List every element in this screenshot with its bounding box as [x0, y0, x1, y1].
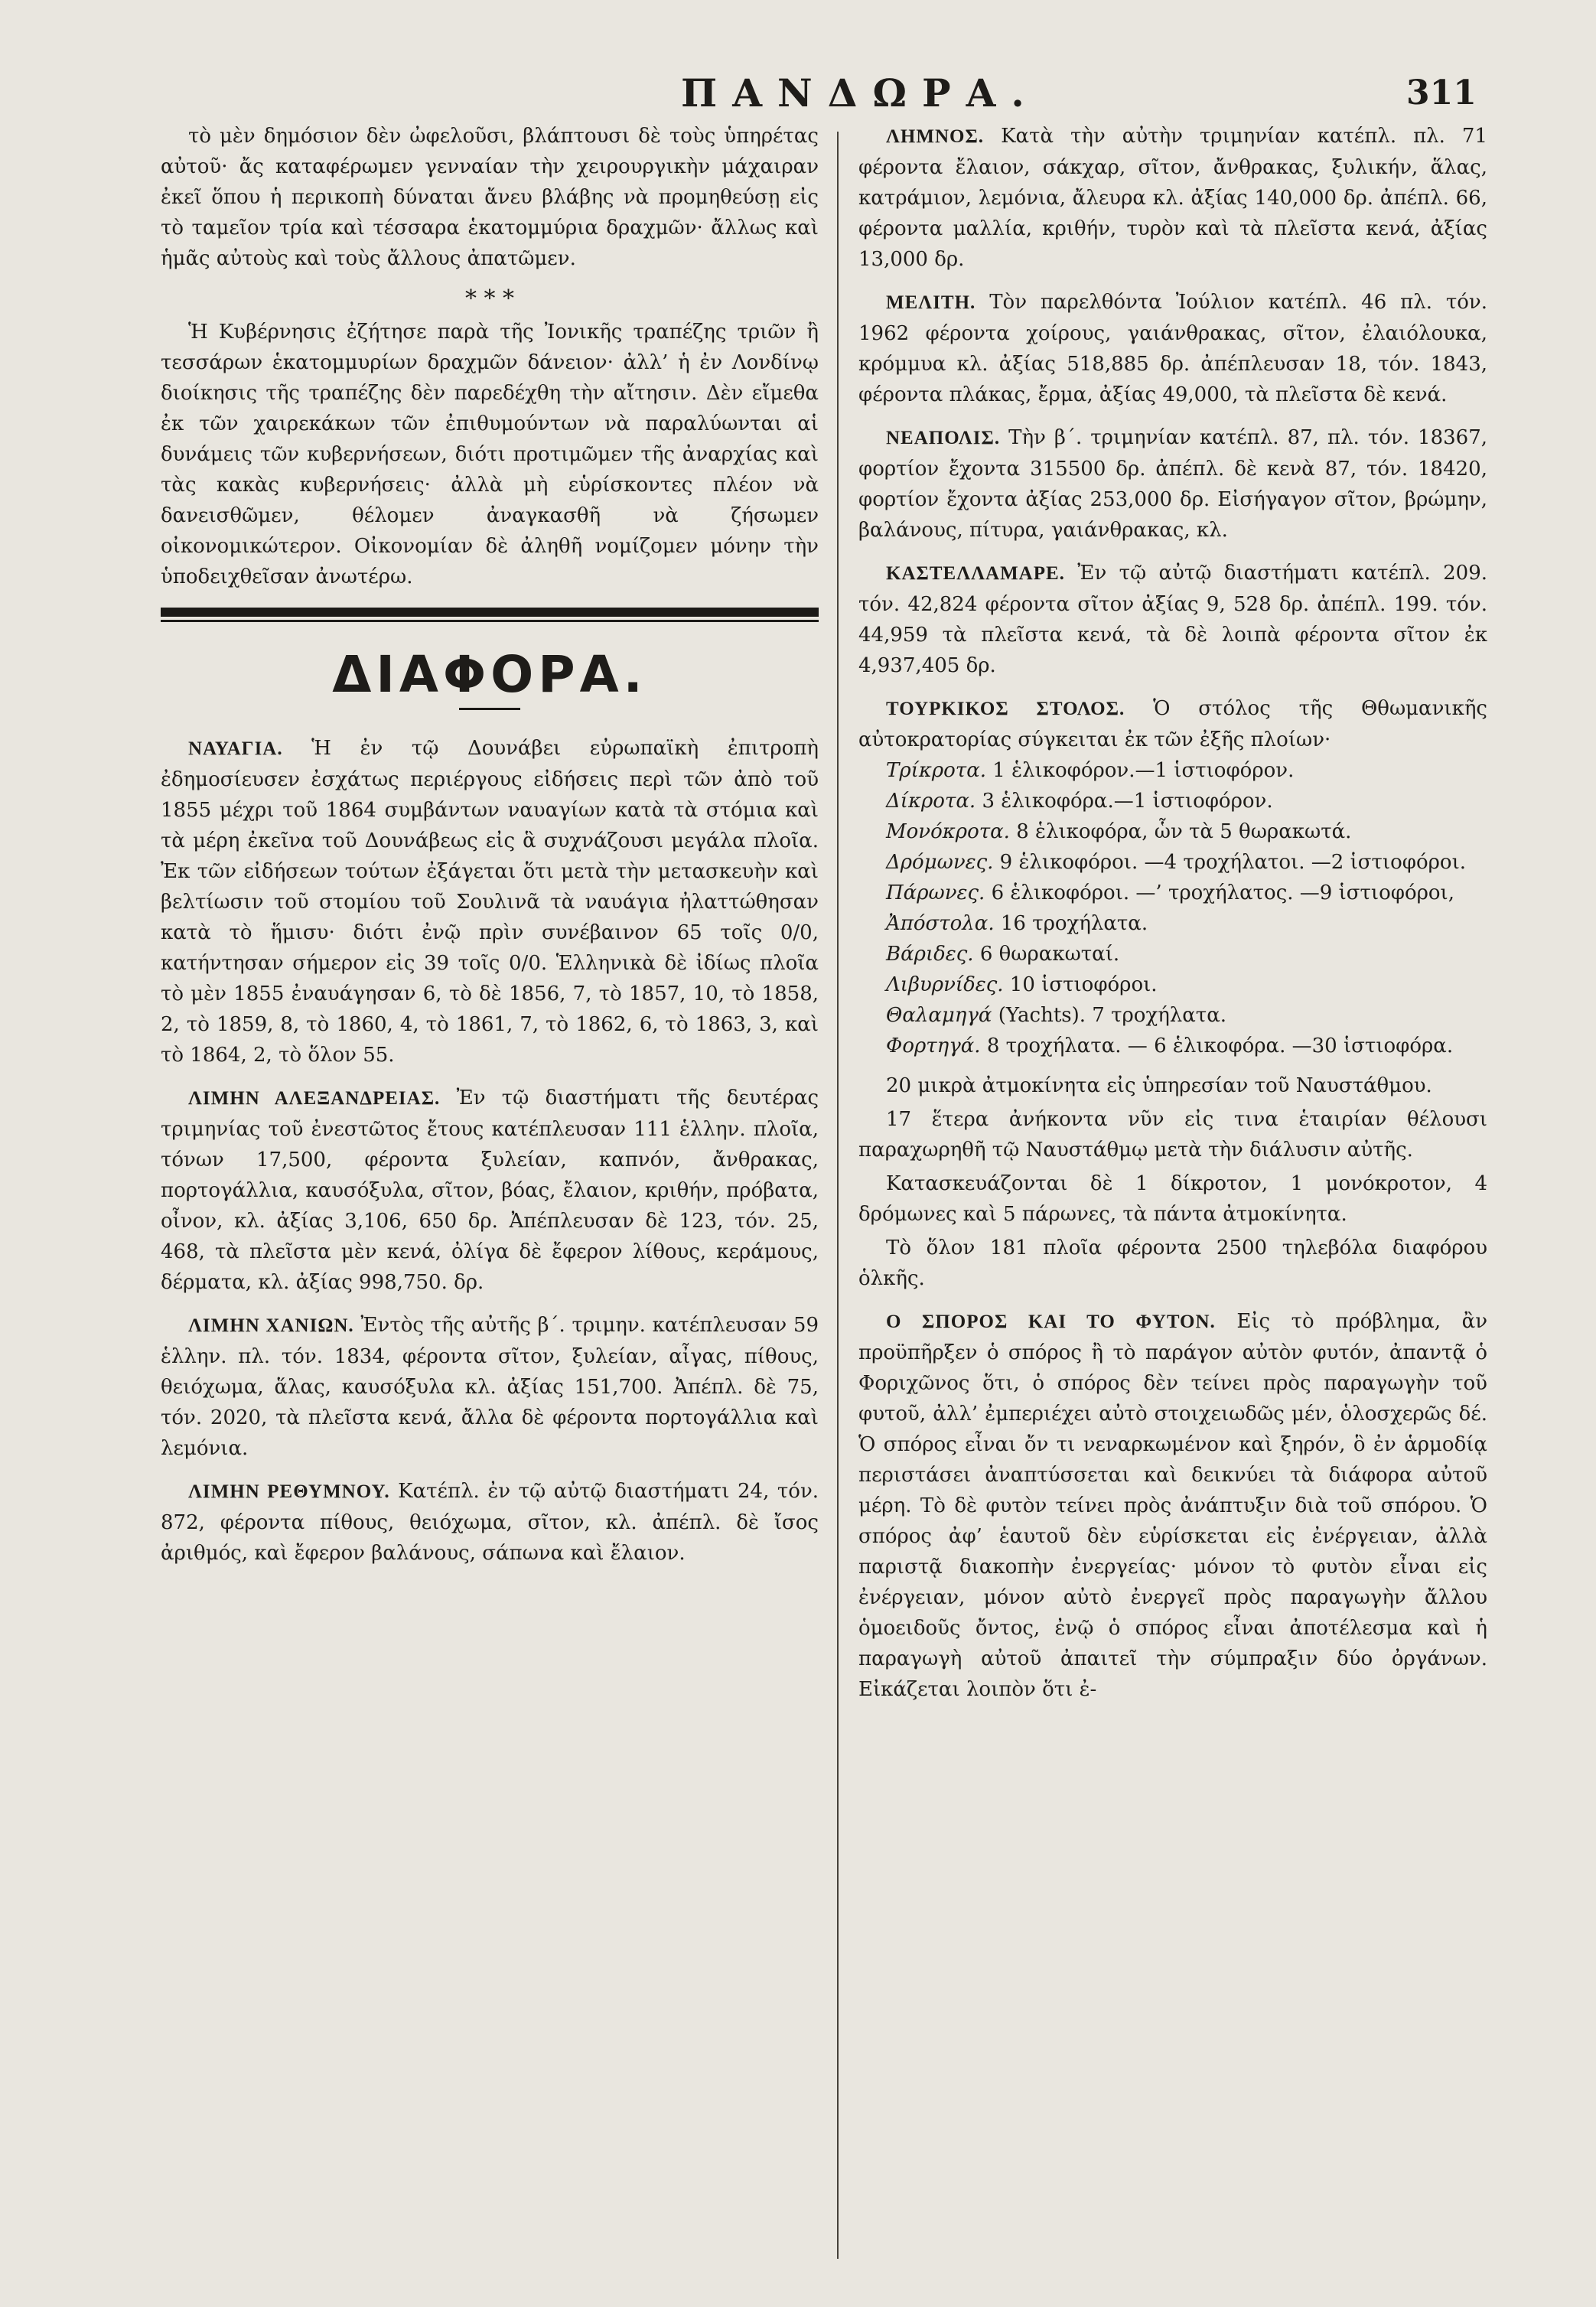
intro-paragraph: τὸ μὲν δημόσιον δὲν ὠφελοῦσι, βλάπτουσι δὲ τοὺς ὑπηρέτας αὐτοῦ· ἄς καταφέρωμεν γενναίαν τὴν χειρουργικὴν μάχαιραν ἐκεῖ ὅπου ἡ περικοπὴ δύναται ἄνευ βλάβης νὰ προμηθεύσῃ εἰς τὸ ταμεῖον τρία καὶ τέσσαρα ἑκατομμύρια δραχμῶν· ἄλλως καὶ ἡμᾶς αὐτοὺς καὶ τοὺς ἄλλους ἀπατῶμεν.	[161, 125, 819, 270]
fleet-row	[858, 816, 1487, 847]
article-chania	[161, 1310, 819, 1464]
fleet-kind: Λιβυρνίδες.	[886, 973, 1004, 996]
fleet-kind: Ἀπόστολα.	[886, 912, 995, 935]
fleet-row	[858, 786, 1487, 816]
fleet-row	[858, 969, 1487, 1000]
fleet-row	[858, 939, 1487, 969]
thin-rule	[161, 620, 819, 622]
article-text: Ὁ στόλος τῆς Θθωμανικῆς αὐτοκρατορίας σύγκειται ἐκ τῶν ἐξῆς πλοίων·	[858, 697, 1487, 751]
fleet-desc: 16 τροχήλατα.	[1000, 912, 1148, 935]
bank-loan-paragraph: Ἡ Κυβέρνησις ἐζήτησε παρὰ τῆς Ἰονικῆς τραπέζης τριῶν ἢ τεσσάρων ἑκατομμυρίων δραχμῶν δάνειον· ἀλλ’ ἡ ἐν Λονδίνῳ διοίκησις τῆς τραπέζης δὲν παρεδέχθη τὴν αἴτησιν. Δὲν εἴμεθα ἐκ τῶν χαιρεκάκων τῶν ἐπιθυμούντων νὰ παραλύωνται αἱ δυνάμεις τῶν κυβερνήσεων, διότι προτιμῶμεν τῆς ἀναρχίας καὶ τὰς κακὰς κυβερνήσεις· ἀλλὰ μὴ εὑρίσκοντες πλέον νὰ δανεισθῶμεν, θέλομεν ἀναγκασθῆ νὰ ζήσωμεν οἰκονομικώτερον. Οἰκονομίαν δὲ ἀληθῆ νομίζομεν μόνην τὴν ὑποδειχθεῖσαν ἀνωτέρω.	[161, 321, 819, 588]
fleet-desc: 8 ἑλικοφόρα, ὧν τὰ 5 θωρακωτά.	[1016, 820, 1352, 843]
article-rethymno	[161, 1476, 819, 1569]
article-lead: ΛΙΜΗΝ ΧΑΝΙΩΝ.	[188, 1315, 354, 1336]
fleet-desc: 6 ἑλικοφόροι. —’ τροχήλατος. —9 ἱστιοφόροι,	[991, 881, 1455, 904]
article-lead: ΛΙΜΗΝ ΑΛΕΞΑΝΔΡΕΙΑΣ.	[188, 1088, 441, 1109]
journal-title: ΠΑΝΔΩΡΑ.	[681, 70, 1040, 116]
fleet-kind: Μονόκροτα.	[886, 820, 1010, 843]
short-rule	[459, 708, 520, 710]
article-lead: ΝΑΥΑΓΙΑ.	[188, 738, 283, 759]
fleet-row	[858, 908, 1487, 939]
right-column	[858, 121, 1487, 1717]
article-text: Ἡ ἐν τῷ Δουνάβει εὐρωπαϊκὴ ἐπιτροπὴ ἐδημοσίευσεν ἐσχάτως περιέργους εἰδήσεις περὶ τῶν ἀπὸ τοῦ 1855 μέχρι τοῦ 1864 συμβάντων ναυαγίων κατὰ τὰ στόμια καὶ τὰ μέρη ἐκεῖνα τοῦ Δουνάβεως εἰς ἃ συχνάζουσι μεγάλα πλοῖα. Ἐκ τῶν εἰδήσεων τούτων ἐξάγεται ὅτι μετὰ τὴν μετασκευὴν καὶ βελτίωσιν τοῦ στομίου τοῦ Σουλινᾶ τὰ ναυάγια ἠλαττώθησαν κατὰ τὸ ἥμισυ· διότι ἐνῷ πρὶν συνέβαινον 65 τοῖς 0/0, κατήντησαν σήμερον εἰς 39 τοῖς 0/0. Ἑλληνικὰ δὲ ἰδίως πλοῖα τὸ μὲν 1855 ἐναυάγησαν 6, τὸ δὲ 1856, 7, τὸ 1857, 10, τὸ 1858, 2, τὸ 1859, 8, τὸ 1860, 4, τὸ 1861, 7, τὸ 1862, 6, τὸ 1863, 3, καὶ τὸ 1864, 2, τὸ ὅλον 55.	[161, 737, 819, 1067]
fleet-kind: Βάριδες.	[886, 943, 974, 966]
article-text: Ἐν τῷ διαστήματι τῆς δευτέρας τριμηνίας τοῦ ἐνεστῶτος ἔτους κατέπλευσαν 111 ἑλλην. πλοῖα, τόνων 17,500, φέροντα ξυλείαν, καπνόν, ἄνθρακας, πορτογάλλια, καυσόξυλα, σῖτον, βόας, ἔλαιον, κριθήν, πρόβατα, οἶνον, κλ. ἀξίας 3,106, 650 δρ. Ἀπέπλευσαν δὲ 123, τόν. 25, 468, τὰ πλεῖστα μὲν κενά, ὀλίγα δὲ ἔφερον λίθους, κεράμους, δέρματα, κλ. ἀξίας 998,750. δρ.	[161, 1087, 819, 1294]
fleet-desc: 3 ἑλικοφόρα.—1 ἱστιοφόρον.	[982, 790, 1273, 813]
article-seed-and-plant	[858, 1306, 1487, 1705]
article-lemnos	[858, 121, 1487, 275]
heavy-rule	[161, 608, 819, 617]
article-text: Κατὰ τὴν αὐτὴν τριμηνίαν κατέπλ. πλ. 71 φέροντα ἔλαιον, σάκχαρ, σῖτον, ἄνθρακας, ξυλικήν, ἅλας, κατράμιον, λεμόνια, ἄλευρα κλ. ἀξίας 140,000 δρ. ἀπέπλ. 66, φέροντα μαλλία, κριθήν, τυρὸν καὶ τὰ πλεῖστα κενά, ἀξίας 13,000 δρ.	[858, 125, 1488, 271]
article-alexandria	[161, 1083, 819, 1298]
fleet-kind: Φορτηγά.	[886, 1035, 981, 1057]
article-lead: ΝΕΑΠΟΛΙΣ.	[886, 428, 1001, 448]
article-lead: ΚΑΣΤΕΛΛΑΜΑΡΕ.	[886, 563, 1065, 584]
article-text: Τὸν παρελθόντα Ἰούλιον κατέπλ. 46 πλ. τόν. 1962 φέροντα χοίρους, γαιάνθρακας, σῖτον, ἐλαιόλουκα, κρόμμυα κλ. ἀξίας 518,885 δρ. ἀπέπλευσαν 18, τόν. 1843, φέροντα πλάκας, ἔρμα, ἀξίας 49,000, τὰ πλεῖστα δὲ κενά.	[858, 291, 1487, 406]
fleet-desc: 1 ἑλικοφόρον.—1 ἱστιοφόρον.	[992, 759, 1295, 782]
left-column	[161, 121, 819, 1581]
fleet-desc: 10 ἱστιοφόροι.	[1009, 973, 1158, 996]
article-castellammare	[858, 558, 1487, 681]
page-number: 311	[1406, 73, 1477, 112]
article-text: Κατέπλ. ἐν τῷ αὐτῷ διαστήματι 24, τόν. 872, φέροντα πίθους, θειόχωμα, σῖτον, κλ. ἀπέπλ. δὲ ἴσος ἀριθμός, καὶ ἔφερον βαλάνους, σάπωνα καὶ ἔλαιον.	[161, 1480, 819, 1565]
article-shipwrecks	[161, 733, 819, 1070]
article-naples	[858, 422, 1487, 546]
fleet-desc: 8 τροχήλατα. — 6 ἑλικοφόρα. —30 ἱστιοφόρα.	[986, 1035, 1454, 1057]
fleet-paragraph: Κατασκευάζονται δὲ 1 δίκροτον, 1 μονόκροτον, 4 δρόμωνες καὶ 5 πάρωνες, τὰ πάντα ἀτμοκίνητα.	[858, 1172, 1487, 1226]
article-text: Ἐν τῷ αὐτῷ διαστήματι κατέπλ. 209. τόν. 42,824 φέροντα σῖτον ἀξίας 9, 528 δρ. ἀπέπλ. 199. τόν. 44,959 τὰ πλεῖστα κενά, τὰ δὲ λοιπὰ φέροντα σῖτον ἐκ 4,937,405 δρ.	[858, 562, 1488, 677]
fleet-row	[858, 847, 1487, 878]
fleet-row	[858, 878, 1487, 908]
running-head	[0, 70, 1596, 124]
article-text: Εἰς τὸ πρόβλημα, ἂν προϋπῆρξεν ὁ σπόρος ἢ τὸ παράγον αὐτὸν φυτόν, ἀπαντᾷ ὁ Φοριχῶνος ὅτι, ὁ σπόρος δὲν τείνει πρὸς παραγωγὴν τοῦ φυτοῦ, ἀλλ’ ἐμπεριέχει αὐτὸ στοιχειωδῶς μέν, ὁλοσχερῶς δέ. Ὁ σπόρος εἶναι ὄν τι νεναρκωμένον καὶ ξηρόν, ὃ ἐν ἁρμοδίᾳ περιστάσει ἀναπτύσσεται καὶ δεικνύει τὰ διάφορα αὐτοῦ μέρη. Τὸ δὲ φυτὸν τείνει πρὸς ἀνάπτυξιν διὰ τοῦ σπόρου. Ὁ σπόρος ἀφ’ ἑαυτοῦ δὲν εὑρίσκεται εἰς ἐνέργειαν, ἀλλὰ παριστᾷ διακοπὴν ἐνεργείας· μόνον τὸ φυτὸν εἶναι εἰς ἐνέργειαν, μόνον αὐτὸ ἐνεργεῖ πρὸς παραγωγὴν ἄλλου ὁμοειδοῦς ὄντος, ἐνῷ ὁ σπόρος εἶναι ἀποτέλεσμα καὶ ἡ παραγωγὴ αὐτοῦ ἀπαιτεῖ τὴν σύμπραξιν δύο ὀργάνων. Εἰκάζεται λοιπὸν ὅτι ἐ-	[858, 1310, 1488, 1701]
article-lead: ΛΗΜΝΟΣ.	[886, 126, 985, 147]
fleet-desc: 6 θωρακωταί.	[979, 943, 1120, 966]
article-lead: Ο ΣΠΟΡΟΣ ΚΑΙ ΤΟ ΦΥΤΟΝ.	[886, 1312, 1216, 1332]
article-malta	[858, 287, 1487, 410]
section-stars: * * *	[464, 285, 515, 312]
fleet-kind: Πάρωνες.	[886, 881, 985, 904]
fleet-kind: Δίκροτα.	[886, 790, 976, 813]
article-text: Ἐντὸς τῆς αὐτῆς β΄. τριμην. κατέπλευσαν 59 ἑλλην. πλ. τόν. 1834, φέροντα σῖτον, ξυλείαν, αἶγας, πίθους, θειόχωμα, ἅλας, καυσόξυλα κλ. ἀξίας 151,700. Ἀπέπλ. δὲ 75, τόν. 2020, τὰ πλεῖστα κενά, ἄλλα δὲ φέροντα πορτογάλλια καὶ λεμόνια.	[161, 1314, 819, 1460]
article-lead: ΤΟΥΡΚΙΚΟΣ ΣΤΟΛΟΣ.	[886, 699, 1125, 719]
column-divider	[837, 132, 839, 2259]
fleet-row	[858, 1000, 1487, 1031]
fleet-desc: 9 ἑλικοφόροι. —4 τροχήλατοι. —2 ἱστιοφόροι.	[999, 851, 1467, 874]
fleet-row	[858, 755, 1487, 786]
section-title: ΔΙΑΦΟΡΑ.	[332, 645, 647, 704]
fleet-row	[858, 1031, 1487, 1061]
fleet-paragraph: 17 ἕτερα ἀνήκοντα νῦν εἰς τινα ἑταιρίαν θέλουσι παραχωρηθῆ τῷ Ναυστάθμῳ μετὰ τὴν διάλυσιν αὐτῆς.	[858, 1108, 1487, 1162]
fleet-kind: Τρίκροτα.	[886, 759, 987, 782]
article-turkish-fleet	[858, 693, 1487, 755]
fleet-paragraph: 20 μικρὰ ἀτμοκίνητα εἰς ὑπηρεσίαν τοῦ Ναυστάθμου.	[886, 1074, 1432, 1097]
article-lead: ΛΙΜΗΝ ΡΕΘΥΜΝΟΥ.	[188, 1481, 390, 1502]
article-text: Τὴν β΄. τριμηνίαν κατέπλ. 87, πλ. τόν. 18367, φορτίον ἔχοντα 315500 δρ. ἀπέπλ. δὲ κενὰ 87, τόν. 18420, φορτίον ἔχοντα ἀξίας 253,000 δρ. Εἰσήγαγον σῖτον, βρώμην, βαλάνους, πίτυρα, γαιάνθρακας, κλ.	[858, 426, 1488, 542]
fleet-paragraph: Τὸ ὅλον 181 πλοῖα φέροντα 2500 τηλεβόλα διαφόρου ὁλκῆς.	[858, 1237, 1487, 1290]
fleet-kind: Θαλαμηγά	[886, 1004, 992, 1027]
fleet-desc: (Yachts). 7 τροχήλατα.	[998, 1004, 1227, 1027]
article-lead: ΜΕΛΙΤΗ.	[886, 292, 976, 313]
fleet-kind: Δρόμωνες.	[886, 851, 994, 874]
fleet-list	[858, 755, 1487, 1061]
